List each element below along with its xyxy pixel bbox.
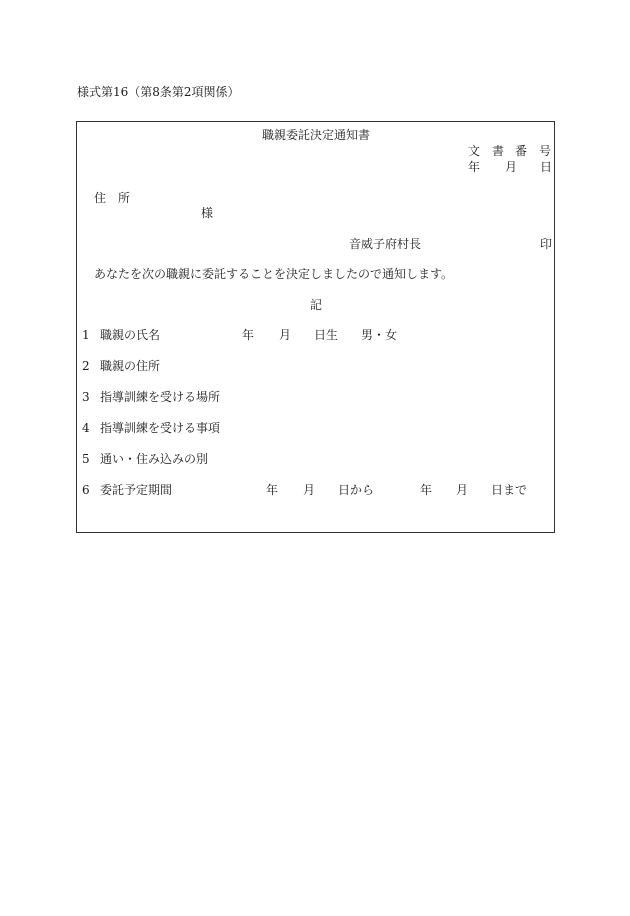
address-label-char: 所: [118, 191, 131, 205]
period-to-day: 日まで: [491, 483, 528, 497]
doc-number-char: 書: [492, 144, 505, 158]
item-number: 3: [82, 390, 90, 404]
doc-number-char: 号: [539, 144, 552, 158]
item-label: 指導訓練を受ける場所: [100, 390, 221, 404]
document-title: 職親委託決定通知書: [262, 128, 371, 142]
ki-heading: 記: [310, 298, 323, 312]
sex-label: 男・女: [361, 328, 398, 342]
birth-year-label: 年: [242, 328, 255, 342]
item-label: 委託予定期間: [100, 483, 173, 497]
item-label: 通い・住み込みの別: [100, 452, 209, 466]
item-number: 1: [82, 328, 90, 342]
item-number: 2: [82, 359, 90, 373]
period-from-year: 年: [266, 483, 279, 497]
period-from-month: 月: [303, 483, 316, 497]
item-label: 職親の氏名: [100, 328, 161, 342]
item-label: 指導訓練を受ける事項: [100, 421, 221, 435]
item-label: 職親の住所: [100, 359, 161, 373]
body-text: あなたを次の職親に委託することを決定しましたので通知します。: [94, 267, 454, 281]
period-from-day: 日から: [338, 483, 375, 497]
address-label-char: 住: [94, 191, 107, 205]
form-number-label: 様式第16（第8条第2項関係）: [77, 85, 240, 99]
notice-form: [76, 121, 555, 533]
seal-mark: 印: [540, 237, 553, 251]
date-year-label: 年: [468, 160, 481, 174]
date-month-label: 月: [505, 160, 518, 174]
doc-number-char: 文: [468, 144, 481, 158]
item-number: 6: [82, 483, 90, 497]
honorific-sama: 様: [201, 206, 214, 220]
birth-day-label: 日生: [314, 328, 339, 342]
item-number: 5: [82, 452, 90, 466]
item-number: 4: [82, 421, 90, 435]
period-to-month: 月: [456, 483, 469, 497]
period-to-year: 年: [420, 483, 433, 497]
doc-number-char: 番: [515, 144, 528, 158]
sender-name: 音威子府村長: [349, 237, 422, 251]
birth-month-label: 月: [279, 328, 292, 342]
date-day-label: 日: [540, 160, 553, 174]
